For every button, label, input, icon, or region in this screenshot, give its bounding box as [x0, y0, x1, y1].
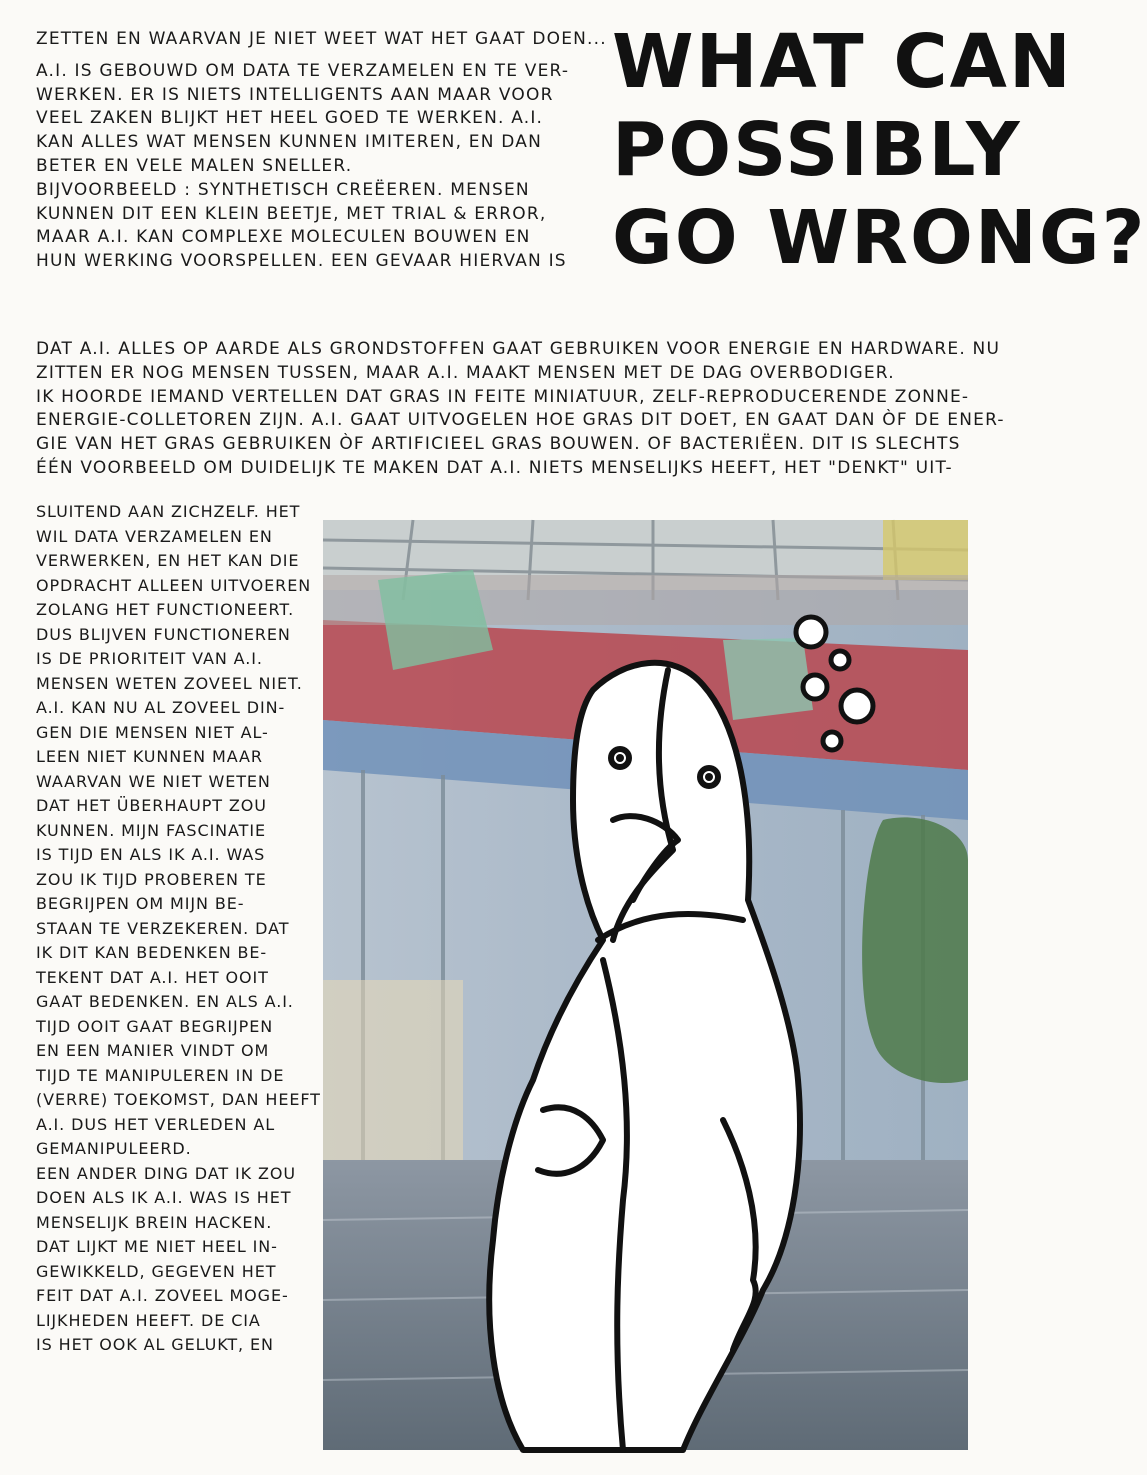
text-line: IS DE PRIORITEIT VAN A.I. — [36, 649, 263, 668]
text-line: EEN ANDER DING DAT IK ZOU — [36, 1163, 296, 1183]
headline-line-3: GO WRONG? — [612, 195, 1147, 281]
text-line: BEGRIJPEN OM MIJN BE- — [36, 894, 245, 913]
text-line: OPDRACHT ALLEEN UITVOEREN — [36, 575, 312, 595]
text-line: ZITTEN ER NOG MENSEN TUSSEN, MAAR A.I. MAAKT MENSEN MET DE DAG OVERBODIGER. — [36, 362, 895, 383]
text-line: STAAN TE VERZEKEREN. DAT — [36, 918, 290, 938]
text-line: (VERRE) TOEKOMST, DAN HEEFT — [36, 1090, 321, 1109]
headline-line-2: POSSIBLY — [612, 107, 1022, 193]
left-column-text — [36, 500, 321, 1358]
text-line: DAT HET ÜBERHAUPT ZOU — [36, 796, 267, 815]
text-line: SLUITEND AAN ZICHZELF. HET — [36, 502, 301, 521]
text-line: TEKENT DAT A.I. HET OOIT — [36, 967, 269, 987]
text-line: DAT A.I. ALLES OP AARDE ALS GRONDSTOFFEN GAAT GEBRUIKEN VOOR ENERGIE EN HARDWARE. NU — [36, 339, 1001, 359]
text-line: IK HOORDE IEMAND VERTELLEN DAT GRAS IN FEITE MINIATUUR, ZELF-REPRODUCERENDE ZONNE- — [36, 386, 970, 407]
text-line: ZOU IK TIJD PROBEREN TE — [36, 869, 267, 889]
text-line: WERKEN. ER IS NIETS INTELLIGENTS AAN MAAR VOOR — [36, 84, 554, 105]
headline — [612, 18, 1147, 282]
text-line: MAAR A.I. KAN COMPLEXE MOLECULEN BOUWEN EN — [36, 227, 531, 248]
text-line: TIJD OOIT GAAT BEGRIJPEN — [36, 1016, 274, 1036]
text-line: KUNNEN DIT EEN KLEIN BEETJE, MET TRIAL & ERROR, — [36, 203, 547, 224]
text-line: MENSEN WETEN ZOVEEL NIET. — [36, 673, 303, 693]
text-line: VERWERKEN, EN HET KAN DIE — [36, 551, 300, 570]
text-line: GIE VAN HET GRAS GEBRUIKEN ÒF ARTIFICIEEL GRAS BOUWEN. OF BACTERIËEN. DIT IS SLECHTS — [36, 434, 961, 455]
text-line: GEN DIE MENSEN NIET AL- — [36, 722, 269, 742]
text-line: GAAT BEDENKEN. EN ALS A.I. — [36, 992, 294, 1011]
text-line: DOEN ALS IK A.I. WAS IS HET — [36, 1188, 292, 1207]
text-line: DUS BLIJVEN FUNCTIONEREN — [36, 624, 291, 644]
text-line: DAT LIJKT ME NIET HEEL IN- — [36, 1237, 278, 1256]
wide-text-block — [36, 338, 1005, 481]
collage-illustration — [323, 520, 968, 1450]
text-line: VEEL ZAKEN BLIJKT HET HEEL GOED TE WERKEN. A.I. — [36, 108, 544, 129]
text-line: ZETTEN EN WAARVAN JE NIET WEET WAT HET GAAT DOEN... — [36, 29, 607, 49]
text-line: KAN ALLES WAT MENSEN KUNNEN IMITEREN, EN DAN — [36, 132, 542, 153]
text-line: IK DIT KAN BEDENKEN BE- — [36, 943, 268, 962]
headline-line-1: WHAT CAN — [612, 19, 1073, 105]
text-line: A.I. IS GEBOUWD OM DATA TE VERZAMELEN EN TE VER- — [36, 60, 570, 81]
text-line: BIJVOORBEELD : SYNTHETISCH CREËEREN. MENSEN — [36, 179, 530, 200]
text-line: TIJD TE MANIPULEREN IN DE — [36, 1065, 285, 1085]
text-line: LIJKHEDEN HEEFT. DE CIA — [36, 1310, 261, 1330]
text-line: EN EEN MANIER VINDT OM — [36, 1041, 270, 1060]
top-text-block — [36, 28, 616, 274]
text-line: MENSELIJK BREIN HACKEN. — [36, 1212, 273, 1232]
text-line: FEIT DAT A.I. ZOVEEL MOGE- — [36, 1286, 289, 1305]
text-line: ZOLANG HET FUNCTIONEERT. — [36, 600, 295, 619]
text-line: ÉÉN VOORBEELD OM DUIDELIJK TE MAKEN DAT A.I. NIETS MENSELIJKS HEEFT, HET "DENKT" UIT- — [36, 457, 953, 478]
text-line: A.I. DUS HET VERLEDEN AL — [36, 1114, 276, 1134]
text-line: GEMANIPULEERD. — [36, 1139, 192, 1158]
text-line: BETER EN VELE MALEN SNELLER. — [36, 155, 353, 176]
text-line: IS HET OOK AL GELUKT, EN — [36, 1335, 274, 1354]
text-line: LEEN NIET KUNNEN MAAR — [36, 747, 263, 766]
text-line: ENERGIE-COLLETOREN ZIJN. A.I. GAAT UITVOGELEN HOE GRAS DIT DOET, EN GAAT DAN ÒF DE ENER- — [36, 410, 1005, 431]
text-line: HUN WERKING VOORSPELLEN. EEN GEVAAR HIERVAN IS — [36, 251, 567, 272]
text-line: IS TIJD EN ALS IK A.I. WAS — [36, 845, 266, 864]
text-line: KUNNEN. MIJN FASCINATIE — [36, 820, 266, 840]
text-line: WIL DATA VERZAMELEN EN — [36, 526, 273, 546]
text-line: WAARVAN WE NIET WETEN — [36, 771, 271, 791]
photo-collage — [323, 520, 968, 1450]
text-line: A.I. KAN NU AL ZOVEEL DIN- — [36, 698, 286, 717]
text-line: GEWIKKELD, GEGEVEN HET — [36, 1261, 277, 1281]
